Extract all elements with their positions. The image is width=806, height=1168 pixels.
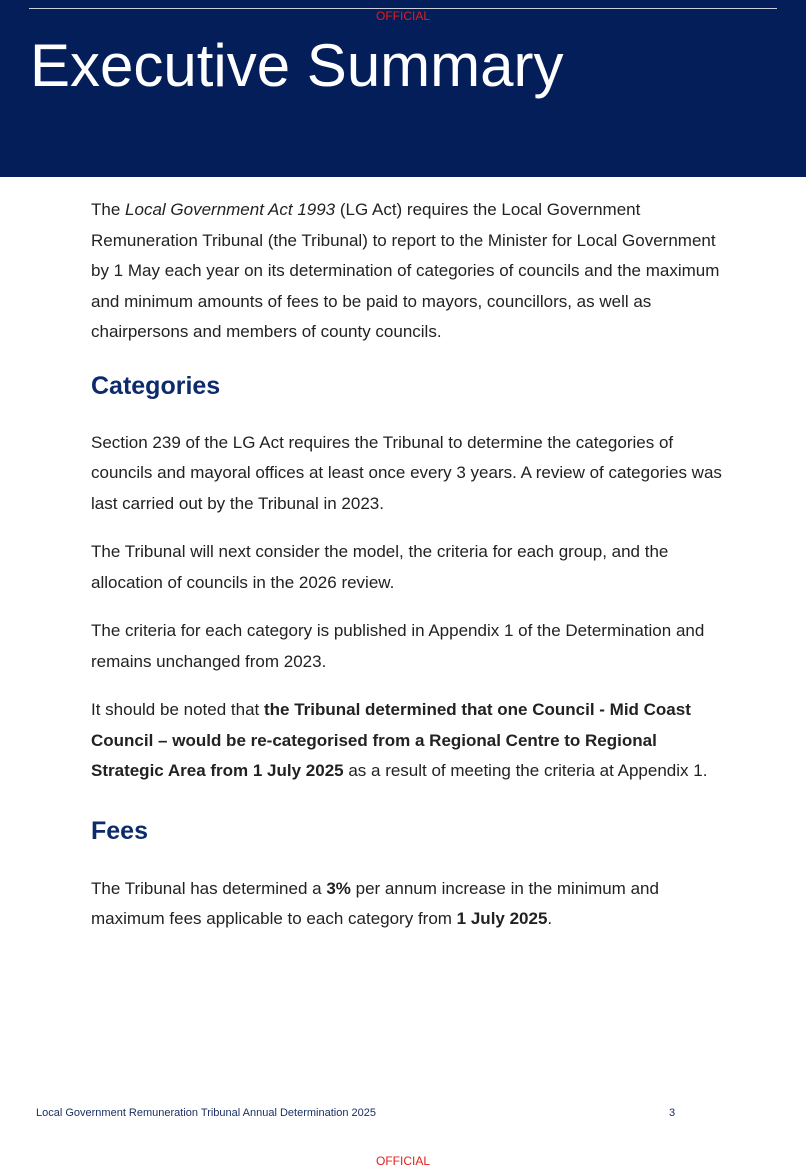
p4-text-end: as a result of meeting the criteria at Appendix 1. [343,761,708,780]
categories-heading: Categories [91,371,221,400]
categories-paragraph-2: The Tribunal will next consider the model, the criteria for each group, and the allocation of councils in the 2026 review. [91,542,669,592]
footer-document-title: Local Government Remuneration Tribunal Annual Determination 2025 [36,1107,376,1119]
fees-increase-rate: 3% [326,878,351,898]
fees-text-2: per annum increase in the minimum and maximum fees applicable to each category from [91,878,659,928]
categories-paragraph-3: The criteria for each category is published in Appendix 1 of the Determination and remains unchanged from 2023. [91,621,705,671]
intro-text-start: The [91,200,126,219]
intro-paragraph [91,195,731,348]
categories-paragraph-1: Section 239 of the LG Act requires the Tribunal to determine the categories of councils and mayoral offices at least once every 3 years. A review of categories was last carried out by the Tribunal in 2023. [91,432,722,513]
footer-page-number: 3 [669,1107,676,1119]
intro-text-end: (LG Act) requires the Local Government Remuneration Tribunal (the Tribunal) to report to the Minister for Local Government by 1 May each year on its determination of categories of councils and the maximum and minimum amounts of fees to be paid to mayors, councillors, as well as chairpersons and members of county councils. [91,200,720,341]
page-title: Executive Summary [30,32,564,99]
header-banner [0,0,806,177]
fees-effective-date: 1 July 2025 [456,909,548,928]
fees-heading: Fees [91,816,148,845]
fees-text-3: . [547,909,553,928]
act-name: Local Government Act 1993 [125,200,336,219]
p4-text-start: It should be noted that [91,700,264,719]
classification-marking-bottom: OFFICIAL [375,1154,430,1168]
fees-paragraph [91,874,731,935]
categories-paragraph-4 [91,695,731,787]
p4-bold-text: the Tribunal determined that one Council - Mid Coast Council – would be re-categorised from a Regional Centre to Regional Strategic Area from 1 July 2025 [91,700,691,780]
document-body [91,195,731,953]
classification-marking-top: OFFICIAL [375,9,430,23]
fees-text-1: The Tribunal has determined a [91,878,327,898]
